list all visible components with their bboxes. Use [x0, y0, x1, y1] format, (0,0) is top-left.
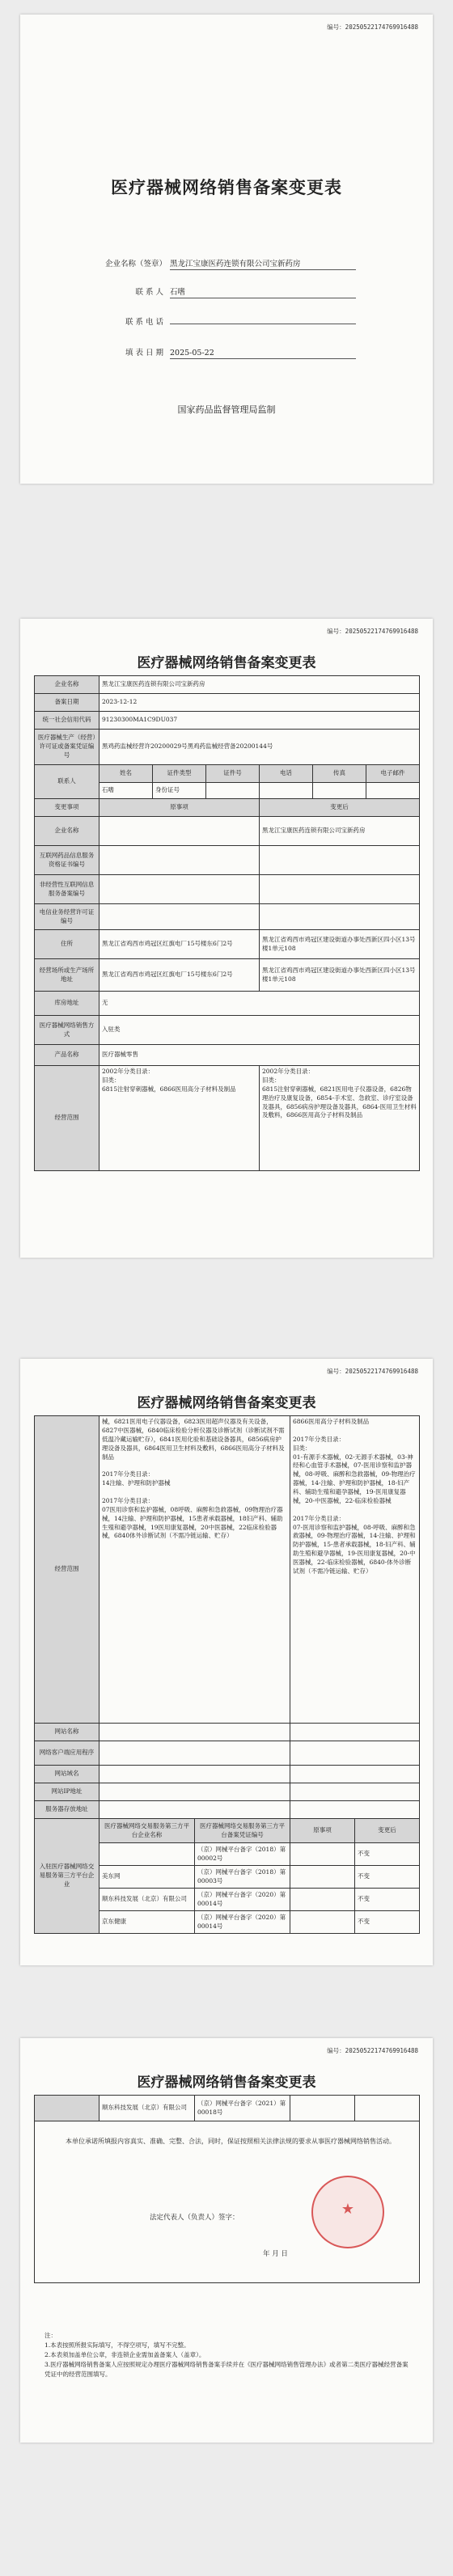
platform-name: 京东健康 — [99, 1911, 195, 1934]
platform-name — [99, 1843, 195, 1866]
cover-page — [20, 15, 433, 484]
site-name-before — [99, 1724, 290, 1741]
promise-text: 本单位承诺所填报内容真实、准确、完整、合法，同时，保证按照相关法律法规的要求从事医疗器械网络销售活动。 — [66, 2138, 396, 2145]
contact-fax — [313, 783, 366, 799]
nonbiz-label: 非经营性互联网信息服务备案编号 — [35, 875, 99, 904]
platform-code: （京）网械平台备字（2020）第00014号 — [195, 1911, 290, 1934]
platform-after: 不变 — [355, 1866, 420, 1889]
contact-header: 电子邮件 — [366, 765, 420, 783]
form-page-4 — [20, 2038, 433, 2443]
ip-after — [290, 1783, 420, 1801]
change-label: 变更事项 — [35, 799, 99, 817]
platform-before — [290, 1866, 355, 1889]
table-row — [35, 2096, 420, 2121]
cover-company-value: 黑龙江宝康医药连锁有限公司宝新药房 — [170, 257, 356, 270]
company-seal — [311, 2176, 384, 2248]
platform-label-continued — [35, 2096, 99, 2121]
contact-phone — [260, 783, 313, 799]
scope-after: 2002年分类目录： 旧类： 6815注射穿刺器械，6821医用电子仪器设备，6826物理治疗及康复设备，6854-手术室、急救室、诊疗室设备及器具，6856病房护理设备及器具，6864-医用卫生材料及敷料，6866医用高分子材料及制品 — [260, 1066, 420, 1171]
page-title: 医疗器械网络销售备案变更表 — [137, 2075, 316, 2091]
cover-contact-label: 联 系 人 — [135, 288, 163, 297]
scope-label: 经营范围 — [35, 1416, 99, 1724]
warehouse-label: 经营场所或生产场所地址 — [35, 959, 99, 992]
company-label: 企业名称 — [35, 817, 99, 846]
credit-code-label: 统一社会信用代码 — [35, 712, 99, 730]
record-table — [34, 675, 420, 1171]
name-before — [99, 817, 260, 846]
domain-label: 网站域名 — [35, 1766, 99, 1783]
app-after — [290, 1741, 420, 1766]
platform-name: 顺东科技发展（北京）有限公司 — [99, 1889, 195, 1911]
seal-star-icon: ★ — [341, 2201, 355, 2219]
warehouse-before: 黑龙江省鸡西市鸡冠区红旗电厂15号楼东6门2号 — [99, 959, 260, 992]
nonbiz-after — [260, 875, 420, 904]
notes-title: 注： — [44, 2332, 57, 2339]
contact-header: 证件类型 — [153, 765, 206, 783]
contact-label: 联系人 — [35, 765, 99, 799]
platform-code: （京）网械平台备字（2021）第00018号 — [195, 2096, 290, 2121]
scope-label: 经营范围 — [35, 1066, 99, 1171]
platform-code: （京）网械平台备字（2018）第00002号 — [195, 1843, 290, 1866]
cover-date-value: 2025-05-22 — [170, 349, 356, 359]
platform-label: 入驻医疗器械网络交易服务第三方平台企业 — [35, 1819, 99, 1934]
serial-number: 编号：20250522174769916488 — [327, 628, 418, 635]
issuer-line: 国家药品监督管理局监制 — [177, 404, 276, 415]
contact-email — [366, 783, 420, 799]
platform-cert-before — [99, 846, 260, 875]
platform-before — [290, 2096, 355, 2121]
license-label: 医疗器械生产（经营）许可证或备案凭证编号 — [35, 730, 99, 765]
contact-header: 姓名 — [99, 765, 153, 783]
form-page-3 — [20, 1359, 433, 1965]
site-name-label: 网站名称 — [35, 1724, 99, 1741]
serial-number: 编号：20250522174769916488 — [327, 1368, 418, 1375]
name-after: 黑龙江宝康医药连锁有限公司宝新药房 — [260, 817, 420, 846]
scope-before: 械，6821医用电子仪器设备，6823医用超声仪器及有关设备，6827中医器械，6840临床检验分析仪器及诊断试剂（诊断试剂不需低温冷藏运输贮存），6841医用化验和基础设备器具，6856病房护理设备及器具，6864医用卫生材料及敷料，6866医用高分子材料及制品 2017年分类目录： 14注输、护理和防护器械 2017年分类目录： 07医用诊察和监护器械，08呼吸、麻醉和急救器械，09物理治疗器械，14注输、护理和防护器械，15患者承载器械，18妇产科、辅助生殖和避孕器械，19医用康复器械，20中医器械，22临床检验器械，6840体外诊断试剂（不需冷链运输、贮存） — [99, 1416, 290, 1724]
platform-after — [355, 2096, 420, 2121]
platform-before — [290, 1843, 355, 1866]
cover-company-field — [105, 257, 356, 270]
company-value: 黑龙江宝康医药连锁有限公司宝新药房 — [99, 676, 420, 694]
domain-after — [290, 1766, 420, 1783]
telecom-label: 电信业务经营许可证编号 — [35, 904, 99, 930]
platform-before — [290, 1911, 355, 1934]
cover-company-label: 企业名称（签章） — [105, 260, 167, 269]
page-title: 医疗器械网络销售备案变更表 — [137, 1395, 316, 1411]
signer-label: 法定代表人（负责人）签字： — [150, 2214, 239, 2222]
contact-name: 石嗜 — [99, 783, 153, 799]
cover-phone-value — [170, 323, 356, 324]
platform-name: 美东网 — [99, 1866, 195, 1889]
cover-date-label: 填 表 日 期 — [125, 349, 163, 357]
license-value: 黑鸡药监械经营许20200029号黑鸡药监械经营备20200144号 — [99, 730, 420, 765]
platform-after: 不变 — [355, 1843, 420, 1866]
address-after: 黑龙江省鸡西市鸡冠区建设街道办事处西新区四小区13号楼1单元108 — [260, 930, 420, 959]
cover-title: 医疗器械网络销售备案变更表 — [111, 177, 342, 197]
contact-header: 证件号 — [206, 765, 260, 783]
record-date-label: 备案日期 — [35, 694, 99, 712]
contact-header: 电话 — [260, 765, 313, 783]
sales-mode-value: 入驻类 — [99, 1016, 420, 1045]
telecom-after — [260, 904, 420, 930]
record-table-continued — [34, 1415, 420, 1934]
scope-after: 6866医用高分子材料及制品 2017年分类目录： 旧类： 01-有源手术器械，02-无源手术器械，03-神经和心血管手术器械，07-医用诊察和监护器械，08-呼吸、麻醉和急救器械，09-物理治疗器械，14-注输、护理和防护器械，18-妇产科、辅助生殖和避孕器械，19-医用康复器械，20-中医器械，22-临床检验器械 2017年分类目录： 07-医用诊察和监护器械，08-呼吸、麻醉和急救器械，09-物理治疗器械，14-注输、护理和防护器械，15-患者承载器械，18-妇产科、辅助生殖和避孕器械，19-医用康复器械，20-中医器械，22-临床检验器械，6840-体外诊断试剂（不需冷链运输、贮存） — [290, 1416, 420, 1724]
scope-before: 2002年分类目录： 旧类： 6815注射穿刺器械，6866医用高分子材料及制品 — [99, 1066, 260, 1171]
address-label: 住所 — [35, 930, 99, 959]
contact-id-type: 身份证号 — [153, 783, 206, 799]
platform-header: 原事项 — [290, 1819, 355, 1843]
form-page-2 — [20, 619, 433, 1258]
cover-date-field — [105, 346, 356, 359]
platform-before — [290, 1889, 355, 1911]
platform-cert-label: 互联网药品信息服务资格证书编号 — [35, 846, 99, 875]
telecom-before — [99, 904, 260, 930]
server-before — [99, 1801, 290, 1819]
platform-after: 不变 — [355, 1911, 420, 1934]
company-label: 企业名称 — [35, 676, 99, 694]
sign-date-label: 年 月 日 — [263, 2250, 288, 2258]
address-before: 黑龙江省鸡西市鸡冠区红旗电厂15号楼东6门2号 — [99, 930, 260, 959]
credit-code-value: 91230300MA1C9DU037 — [99, 712, 420, 730]
contact-header: 传真 — [313, 765, 366, 783]
notes-block — [44, 2331, 409, 2379]
platform-header: 变更后 — [355, 1819, 420, 1843]
platform-after: 不变 — [355, 1889, 420, 1911]
cover-contact-value: 石嗜 — [170, 286, 356, 298]
platform-code: （京）网械平台备字（2020）第00014号 — [195, 1889, 290, 1911]
domain-before — [99, 1766, 290, 1783]
platform-code: （京）网械平台备字（2018）第00003号 — [195, 1866, 290, 1889]
nonbiz-before — [99, 875, 260, 904]
platform-header: 医疗器械网络交易服务第三方平台备案凭证编号 — [195, 1819, 290, 1843]
product-value: 医疗器械零售 — [99, 1045, 420, 1066]
platform-cert-after — [260, 846, 420, 875]
ip-label: 网站IP地址 — [35, 1783, 99, 1801]
page-title: 医疗器械网络销售备案变更表 — [137, 655, 316, 671]
after-label: 变更后 — [260, 799, 420, 817]
before-label: 原事项 — [99, 799, 260, 817]
sales-mode-label: 医疗器械网络销售方式 — [35, 1016, 99, 1045]
cover-contact-field — [105, 286, 356, 298]
platform-name: 顺东科技发展（北京）有限公司 — [99, 2096, 195, 2121]
app-label: 网络客户端应用程序 — [35, 1741, 99, 1766]
product-label: 产品名称 — [35, 1045, 99, 1066]
cover-phone-label: 联 系 电 话 — [125, 318, 163, 327]
app-before — [99, 1741, 290, 1766]
warehouse-after: 黑龙江省鸡西市鸡冠区建设街道办事处西新区四小区13号楼1单元108 — [260, 959, 420, 992]
record-date-value: 2023-12-12 — [99, 694, 420, 712]
contact-id-number — [206, 783, 260, 799]
ip-before — [99, 1783, 290, 1801]
platform-header: 医疗器械网络交易服务第三方平台企业名称 — [99, 1819, 195, 1843]
storage-value: 无 — [99, 992, 420, 1016]
serial-number: 编号：20250522174769916488 — [327, 2047, 418, 2054]
cover-phone-field — [105, 315, 356, 327]
site-name-after — [290, 1724, 420, 1741]
serial-number: 编号：20250522174769916488 — [327, 23, 418, 31]
server-label: 服务器存放地址 — [35, 1801, 99, 1819]
server-after — [290, 1801, 420, 1819]
note-item: 1.本表按照所报实际填写，不得空项写，填写不完整。 — [44, 2341, 190, 2349]
note-item: 3.医疗器械网络销售备案人应按照规定办理医疗器械网络销售备案手续并在《医疗器械网络销售管理办法》或者第二类医疗器械经营备案凭证中的经营范围填写。 — [44, 2361, 409, 2378]
note-item: 2.本表须加盖单位公章，非连锁企业需加盖备案人（盖章）。 — [44, 2351, 205, 2358]
storage-label: 库房地址 — [35, 992, 99, 1016]
